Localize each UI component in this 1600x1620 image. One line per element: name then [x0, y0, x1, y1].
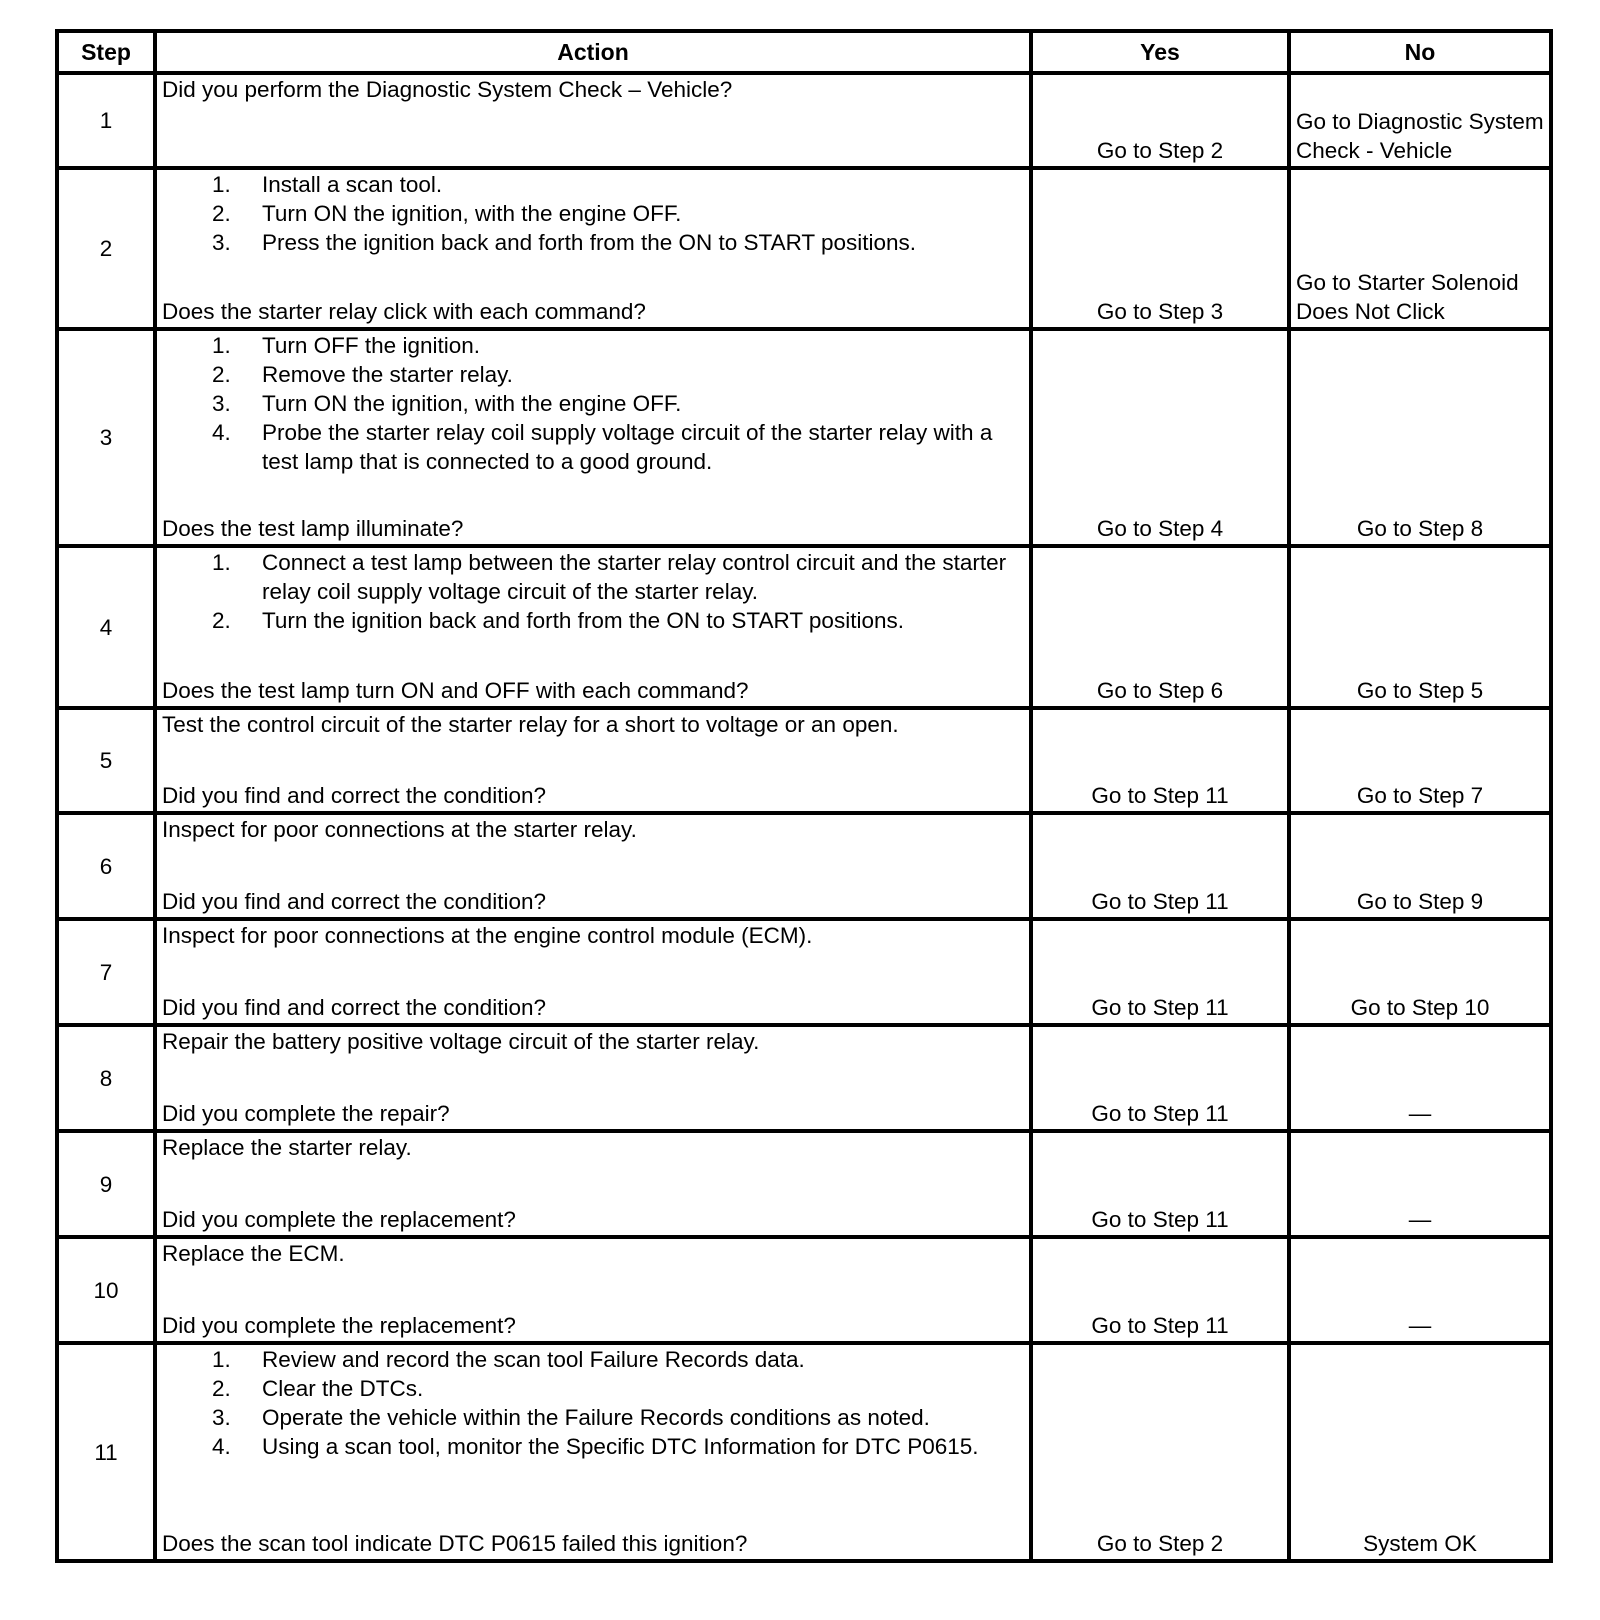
no-cell: Go to Step 8 — [1289, 329, 1551, 546]
action-step-number: 3. — [212, 391, 231, 416]
step-number: 10 — [57, 1237, 155, 1343]
step-number: 4 — [57, 546, 155, 708]
action-step-number: 2. — [212, 608, 231, 633]
action-content — [162, 1345, 1029, 1558]
action-cell — [155, 1025, 1031, 1131]
action-text: Replace the starter relay. — [162, 1135, 412, 1160]
action-step-text: Turn the ignition back and forth from the ON to START positions. — [262, 608, 904, 633]
action-question: Does the starter relay click with each command? — [162, 299, 646, 324]
action-question: Does the test lamp turn ON and OFF with each command? — [162, 678, 749, 703]
table-row — [57, 1025, 1551, 1131]
yes-cell: Go to Step 2 — [1031, 1343, 1289, 1561]
table-row — [57, 1237, 1551, 1343]
action-content — [162, 1239, 1029, 1340]
header-action: Action — [155, 31, 1031, 73]
action-step — [162, 331, 1029, 360]
no-cell: Go to Step 7 — [1289, 708, 1551, 813]
action-content — [162, 815, 1029, 916]
action-step-text: Operate the vehicle within the Failure Records conditions as noted. — [262, 1405, 930, 1430]
action-question: Did you find and correct the condition? — [162, 889, 546, 914]
action-cell — [155, 546, 1031, 708]
step-number: 1 — [57, 73, 155, 168]
step-number: 6 — [57, 813, 155, 919]
action-step-number: 2. — [212, 362, 231, 387]
action-content — [162, 331, 1029, 543]
action-step — [162, 1432, 1029, 1461]
action-steps-list — [162, 548, 1029, 635]
no-cell: Go to Starter Solenoid Does Not Click — [1289, 168, 1551, 329]
action-text: Test the control circuit of the starter relay for a short to voltage or an open. — [162, 712, 899, 737]
action-step-text: Connect a test lamp between the starter relay control circuit and the starter relay coil supply voltage circuit of the starter relay. — [262, 550, 1007, 604]
yes-cell: Go to Step 11 — [1031, 1237, 1289, 1343]
yes-cell: Go to Step 4 — [1031, 329, 1289, 546]
action-question: Does the test lamp illuminate? — [162, 516, 464, 541]
yes-cell: Go to Step 6 — [1031, 546, 1289, 708]
yes-cell: Go to Step 11 — [1031, 919, 1289, 1025]
header-yes: Yes — [1031, 31, 1289, 73]
table-row — [57, 73, 1551, 168]
action-step — [162, 1374, 1029, 1403]
action-step-number: 1. — [212, 550, 231, 575]
table-row — [57, 329, 1551, 546]
action-cell — [155, 1237, 1031, 1343]
action-step-number: 1. — [212, 172, 231, 197]
action-steps-list — [162, 331, 1029, 476]
action-content — [162, 1133, 1029, 1234]
no-cell: System OK — [1289, 1343, 1551, 1561]
table-row — [57, 1343, 1551, 1561]
action-content — [162, 921, 1029, 1022]
action-text: Inspect for poor connections at the engine control module (ECM). — [162, 923, 813, 948]
action-step — [162, 548, 1029, 606]
action-step-text: Turn OFF the ignition. — [262, 333, 481, 358]
action-step-text: Press the ignition back and forth from the ON to START positions. — [262, 230, 917, 255]
no-cell: Go to Step 5 — [1289, 546, 1551, 708]
action-step — [162, 418, 1029, 476]
action-question: Does the scan tool indicate DTC P0615 failed this ignition? — [162, 1531, 748, 1556]
action-question: Did you complete the replacement? — [162, 1313, 516, 1338]
header-step: Step — [57, 31, 155, 73]
action-cell — [155, 813, 1031, 919]
action-step-number: 1. — [212, 333, 231, 358]
no-cell: — — [1289, 1025, 1551, 1131]
no-cell: Go to Step 10 — [1289, 919, 1551, 1025]
action-step-text: Review and record the scan tool Failure Records data. — [262, 1347, 805, 1372]
yes-cell: Go to Step 11 — [1031, 813, 1289, 919]
action-steps-list — [162, 1345, 1029, 1461]
action-step-text: Remove the starter relay. — [262, 362, 513, 387]
step-number: 8 — [57, 1025, 155, 1131]
action-step-text: Turn ON the ignition, with the engine OFF. — [262, 201, 682, 226]
step-number: 3 — [57, 329, 155, 546]
no-cell: Go to Step 9 — [1289, 813, 1551, 919]
table-row — [57, 168, 1551, 329]
table-row — [57, 708, 1551, 813]
action-step-number: 2. — [212, 201, 231, 226]
action-step-number: 1. — [212, 1347, 231, 1372]
step-number: 11 — [57, 1343, 155, 1561]
action-content — [162, 1027, 1029, 1128]
table-row — [57, 813, 1551, 919]
action-text: Inspect for poor connections at the starter relay. — [162, 817, 637, 842]
action-step-number: 3. — [212, 1405, 231, 1430]
action-steps-list — [162, 170, 1029, 257]
action-cell — [155, 919, 1031, 1025]
action-cell — [155, 168, 1031, 329]
no-cell: Go to Diagnostic System Check - Vehicle — [1289, 73, 1551, 168]
action-step — [162, 360, 1029, 389]
table-row — [57, 919, 1551, 1025]
action-step-text: Install a scan tool. — [262, 172, 443, 197]
yes-cell: Go to Step 3 — [1031, 168, 1289, 329]
step-number: 7 — [57, 919, 155, 1025]
action-step-text: Clear the DTCs. — [262, 1376, 424, 1401]
no-cell: — — [1289, 1237, 1551, 1343]
action-step-number: 4. — [212, 1434, 231, 1459]
yes-cell: Go to Step 11 — [1031, 1131, 1289, 1237]
action-cell — [155, 1343, 1031, 1561]
action-step-number: 4. — [212, 420, 231, 445]
action-question: Did you perform the Diagnostic System Check – Vehicle? — [162, 77, 733, 102]
step-number: 5 — [57, 708, 155, 813]
action-content — [162, 170, 1029, 326]
table-row — [57, 1131, 1551, 1237]
action-step-number: 2. — [212, 1376, 231, 1401]
step-number: 2 — [57, 168, 155, 329]
action-text: Repair the battery positive voltage circuit of the starter relay. — [162, 1029, 760, 1054]
action-question: Did you find and correct the condition? — [162, 995, 546, 1020]
action-step — [162, 1403, 1029, 1432]
action-question: Did you complete the repair? — [162, 1101, 450, 1126]
action-step — [162, 199, 1029, 228]
action-question: Did you complete the replacement? — [162, 1207, 516, 1232]
action-step-text: Turn ON the ignition, with the engine OFF. — [262, 391, 682, 416]
action-content — [162, 548, 1029, 705]
action-cell — [155, 73, 1031, 168]
yes-cell: Go to Step 2 — [1031, 73, 1289, 168]
action-step-number: 3. — [212, 230, 231, 255]
action-step — [162, 228, 1029, 257]
yes-cell: Go to Step 11 — [1031, 708, 1289, 813]
action-step — [162, 606, 1029, 635]
action-content — [162, 710, 1029, 810]
action-step — [162, 170, 1029, 199]
action-step-text: Probe the starter relay coil supply voltage circuit of the starter relay with a test lamp that is connected to a good ground. — [262, 420, 993, 474]
action-step-text: Using a scan tool, monitor the Specific DTC Information for DTC P0615. — [262, 1434, 979, 1459]
header-row — [57, 31, 1551, 73]
step-number: 9 — [57, 1131, 155, 1237]
action-cell — [155, 708, 1031, 813]
no-cell: — — [1289, 1131, 1551, 1237]
table-row — [57, 546, 1551, 708]
diagnostic-table — [55, 29, 1553, 1563]
action-cell — [155, 329, 1031, 546]
action-step — [162, 389, 1029, 418]
action-question: Did you find and correct the condition? — [162, 783, 546, 808]
action-cell — [155, 1131, 1031, 1237]
action-text: Replace the ECM. — [162, 1241, 345, 1266]
action-step — [162, 1345, 1029, 1374]
yes-cell: Go to Step 11 — [1031, 1025, 1289, 1131]
header-no: No — [1289, 31, 1551, 73]
action-content — [162, 75, 1029, 165]
